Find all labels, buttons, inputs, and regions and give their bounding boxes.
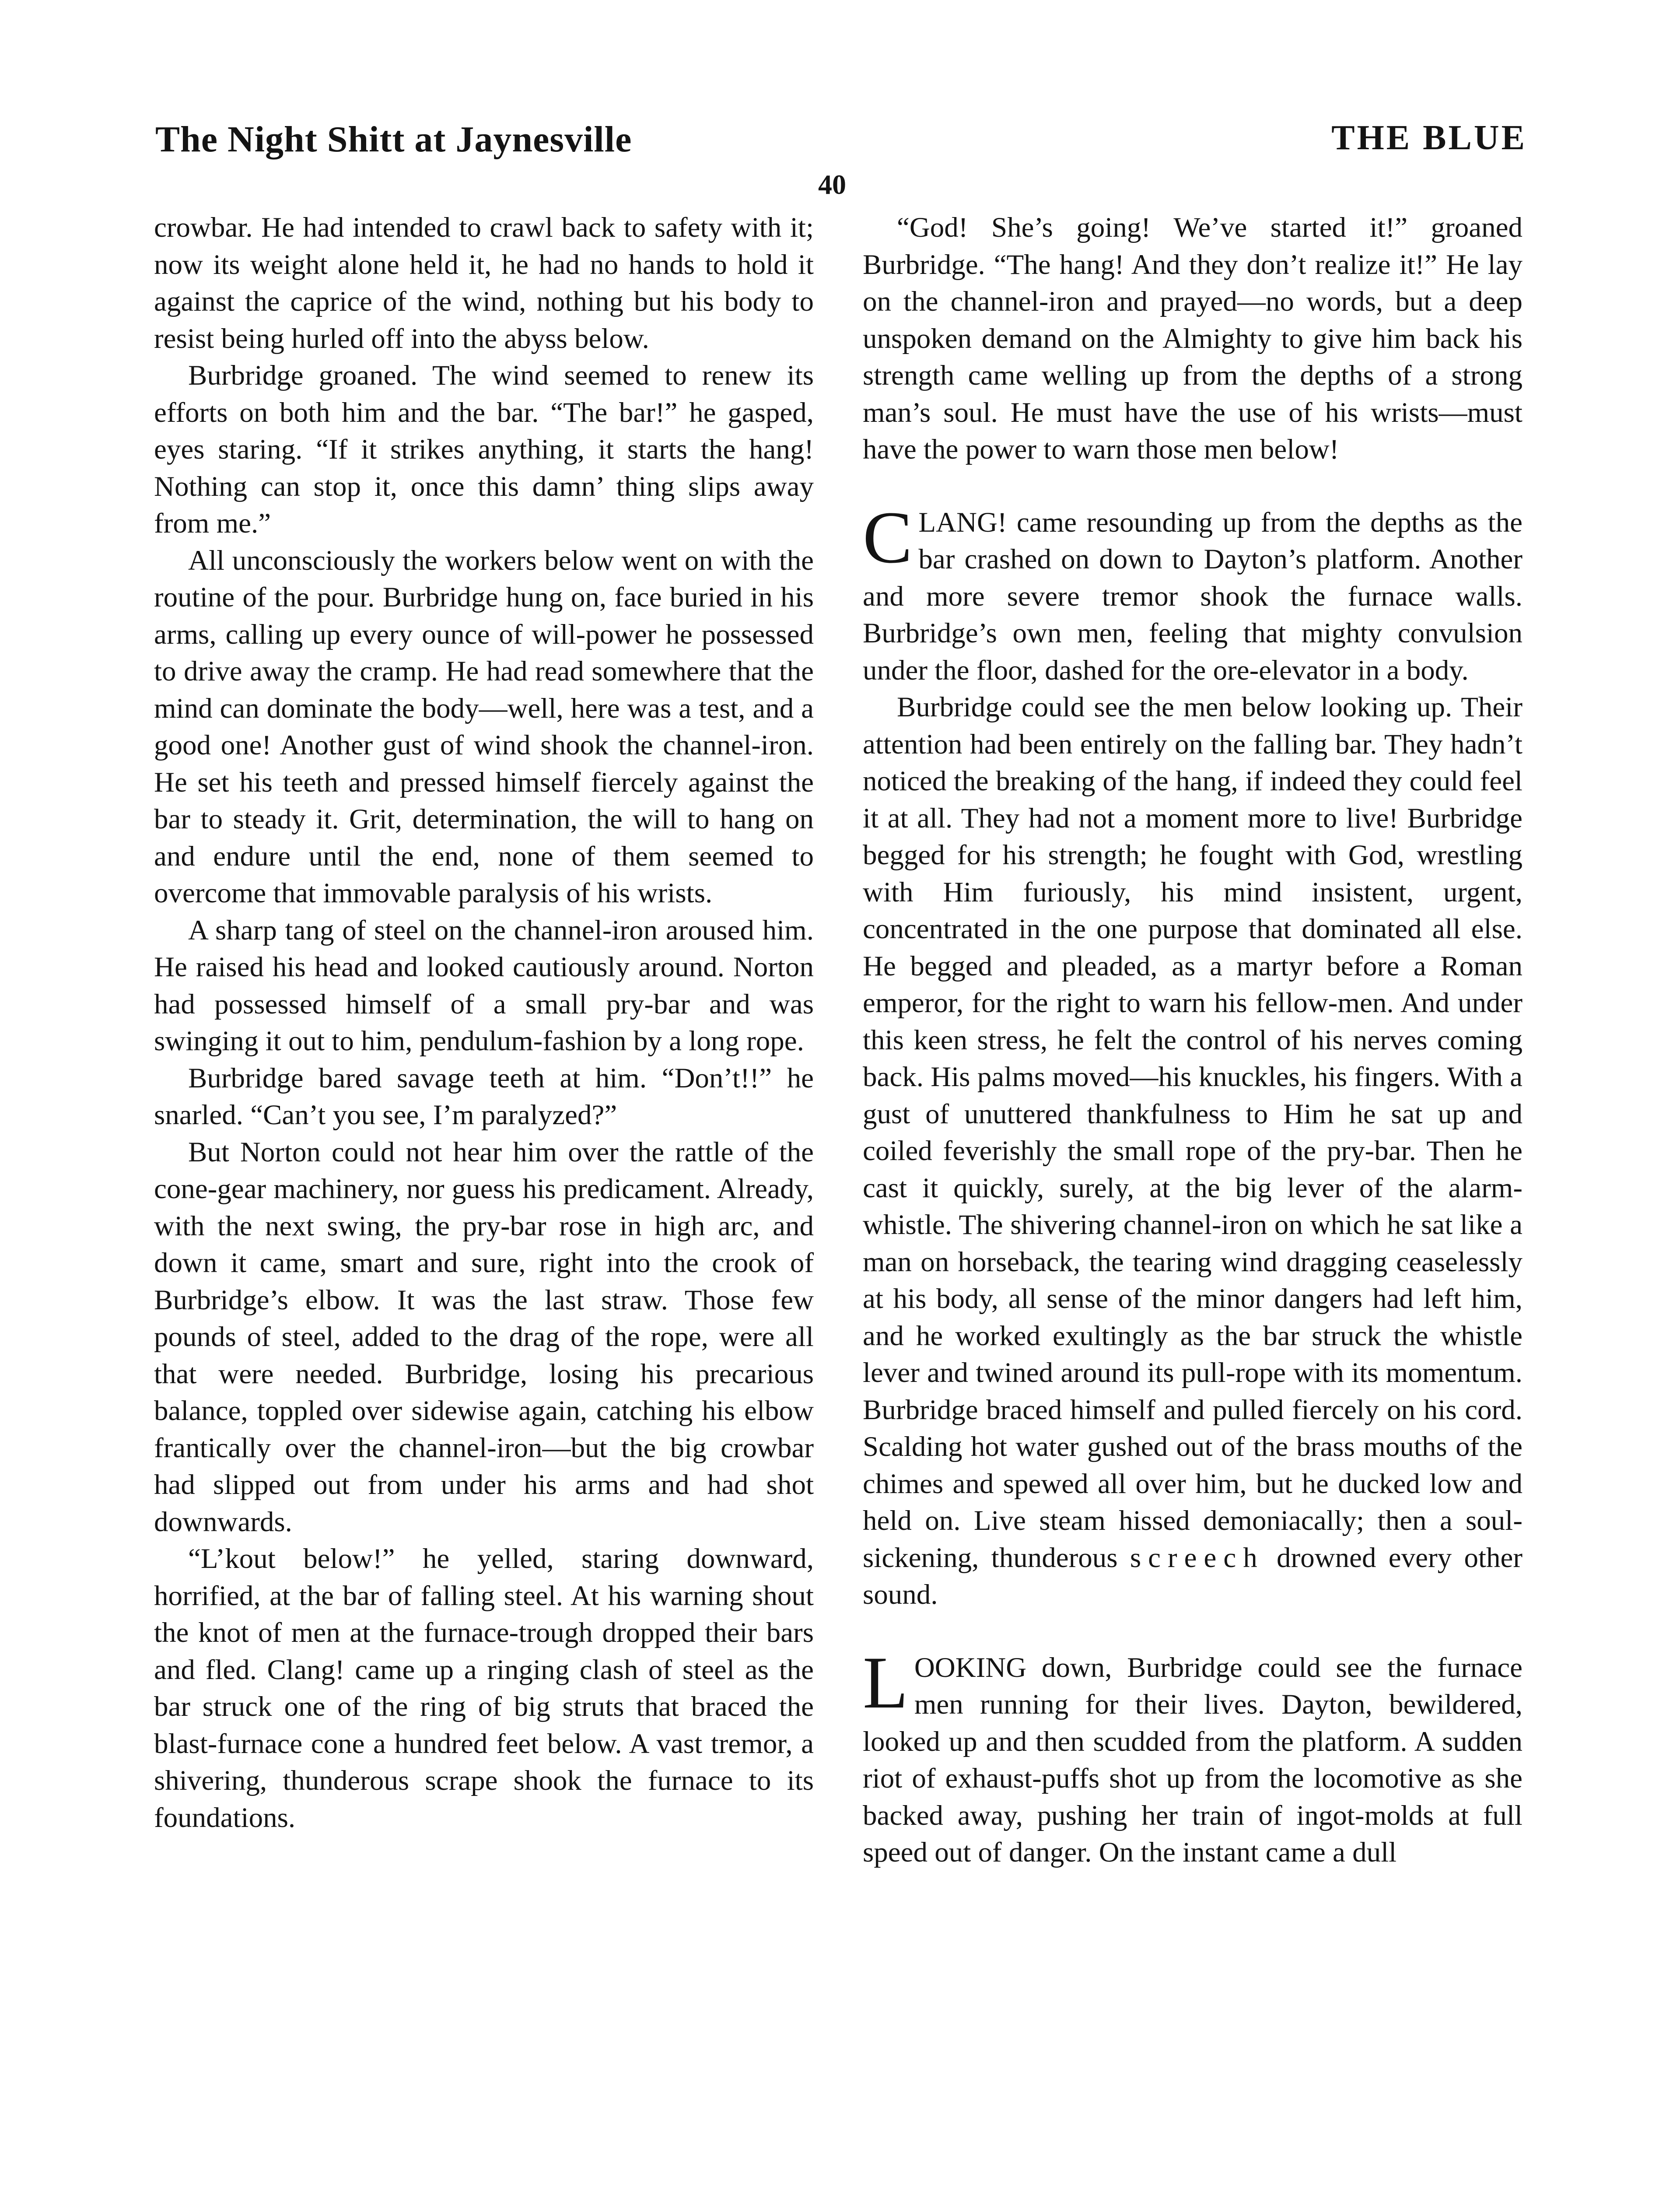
paragraph-text: OOKING down, Burbridge could see the furnace men running for their lives. Dayton, bewildered, looked up and then scudded from the platform. A sudden riot of exhaust-puffs shot up from the locomotive as she backed away, pushing her train of ingot-molds at full speed out of danger. On the instant came a dull	[863, 1652, 1522, 1868]
section-paragraph-clang	[863, 496, 1522, 689]
drop-cap: L	[863, 1641, 908, 1724]
paragraph: Burbridge bared savage teeth at him. “Don’t!!” he snarled. “Can’t you see, I’m paralyzed?”	[154, 1062, 814, 1131]
drop-cap: C	[863, 496, 913, 579]
paragraph: “God! She’s going! We’ve started it!” groaned Burbridge. “The hang! And they don’t realize it!” He lay on the channel-iron and prayed—no words, but a deep unspoken demand on the Almighty to give him back his strength came welling up from the depths of a strong man’s soul. He must have the use of his wrists—must have the power to warn those men below!	[863, 212, 1522, 465]
section-paragraph-looking	[863, 1641, 1522, 1871]
left-column	[154, 209, 814, 1836]
paragraph-text: Burbridge could see the men below looking up. Their attention had been entirely on the falling bar. They hadn’t noticed the breaking of the hang, if indeed they could feel it at all. They had not a moment more to live! Burbridge begged for his strength; he fought with God, wrestling with Him furiously, his mind insistent, urgent, concentrated in the one purpose that dominated all else. He begged and pleaded, as a martyr before a Roman emperor, for the right to warn his fellow-men. And under this keen stress, he felt the control of his nerves coming back. His palms moved—his knuckles, his fingers. With a gust of unuttered thankfulness to Him he sat up and coiled feverishly the small rope of the pry-bar. Then he cast it quickly, surely, at the big lever of the alarm-whistle. The shivering channel-iron on which he sat like a man on horseback, the tearing wind dragging ceaselessly at his body, all sense of the minor dangers had left him, and he worked exultingly as the bar struck the whistle lever and twined around its pull-rope with its momentum. Burbridge braced himself and pulled fiercely on his cord. Scalding hot water gushed out of the brass mouths of the chimes and spewed all over him, but he ducked low and held on. Live steam hissed demoniacally; then a soul-sickening, thunderous	[863, 691, 1522, 1574]
paragraph: Burbridge groaned. The wind seemed to renew its efforts on both him and the bar. “The bar!” he gasped, eyes staring. “If it strikes anything, it starts the hang! Nothing can stop it, once this damn’ thing slips away from me.”	[154, 360, 814, 539]
paragraph-text: LANG! came resounding up from the depths as the bar crashed on down to Dayton’s platform. Another and more severe tremor shook the furnace walls. Burbridge’s own men, feeling that mighty convulsion under the floor, dashed for the ore-elevator in a body.	[863, 506, 1522, 686]
page-number: 40	[818, 169, 846, 200]
right-column	[863, 209, 1522, 1871]
paragraph	[863, 689, 1522, 1613]
running-head-title: The Night Shitt at Jaynesville	[155, 119, 632, 160]
running-head-magazine: THE BLUE	[1331, 119, 1527, 157]
paragraph-continuation: crowbar. He had intended to crawl back to safety with it; now its weight alone held it, he had no hands to hold it against the caprice of the wind, nothing but his body to resist being hurled off into the abyss below.	[154, 212, 814, 354]
spaced-word: screech	[1130, 1542, 1264, 1574]
paragraph: But Norton could not hear him over the rattle of the cone-gear machinery, nor guess his predicament. Already, with the next swing, the pry-bar rose in high arc, and down it came, smart and sure, right into the crook of Burbridge’s elbow. It was the last straw. Those few pounds of steel, added to the drag of the rope, were all that were needed. Burbridge, losing his precarious balance, toppled over sidewise again, catching his elbow frantically over the channel-iron—but the big crowbar had slipped out from under his arms and had shot downwards.	[154, 1136, 814, 1538]
paragraph-text-end: drowned every other sound.	[863, 1542, 1523, 1610]
paragraph: All unconsciously the workers below went on with the routine of the pour. Burbridge hung on, face buried in his arms, calling up every ounce of will-power he possessed to drive away the cramp. He had read somewhere that the mind can dominate the body—well, here was a test, and a good one! Another gust of wind shook the channel-iron. He set his teeth and pressed himself fiercely against the bar to steady it. Grit, determination, the will to hang on and endure until the end, none of them seemed to overcome that immovable paralysis of his wrists.	[154, 544, 814, 909]
paragraph: A sharp tang of steel on the channel-iron aroused him. He raised his head and looked cautiously around. Norton had possessed himself of a small pry-bar and was swinging it out to him, pendulum-fashion by a long rope.	[154, 914, 814, 1057]
paragraph: “L’kout below!” he yelled, staring downward, horrified, at the bar of falling steel. At his warning shout the knot of men at the furnace-trough dropped their bars and fled. Clang! came up a ringing clash of steel as the bar struck one of the ring of big struts that braced the blast-furnace cone a hundred feet below. A vast tremor, a shivering, thunderous scrape shook the furnace to its foundations.	[154, 1543, 814, 1834]
